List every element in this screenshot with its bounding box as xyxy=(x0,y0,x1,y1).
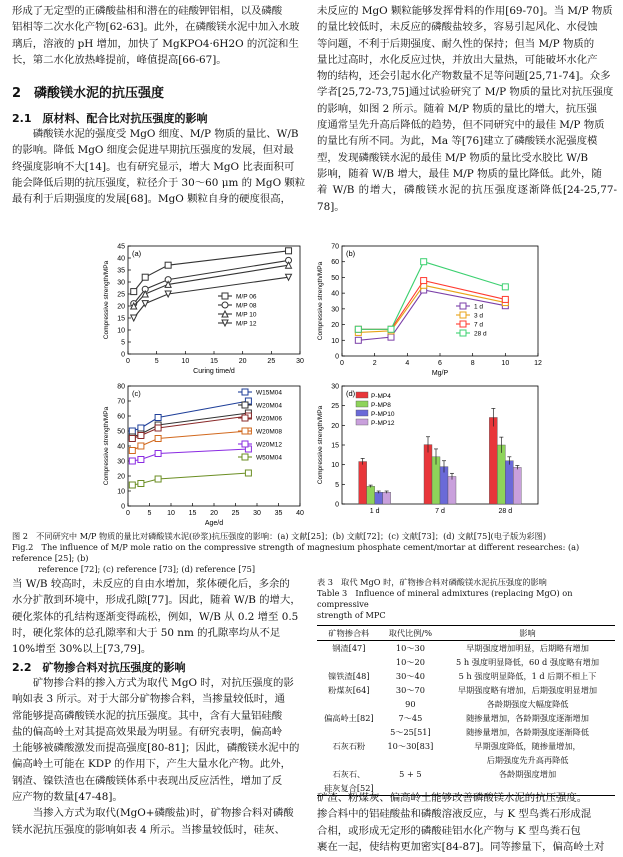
legend-swatch xyxy=(356,401,368,407)
legend-label: M/P 10 xyxy=(236,311,257,319)
data-point xyxy=(388,334,394,340)
top-right-paragraph xyxy=(317,3,617,215)
y-tick-label: 0 xyxy=(121,351,125,359)
x-axis-label: Curing time/d xyxy=(193,368,235,375)
text-line: 合相，或形成无定形的磷酸硅铝水化产物与 K 型鸟粪石包 xyxy=(317,824,581,837)
y-axis-label: Compressive strength/MPa xyxy=(317,261,324,341)
data-point xyxy=(242,402,248,408)
table-3 xyxy=(317,625,615,796)
table-cell: 早期强度增加明显，后期略有增加 xyxy=(466,642,589,653)
x-tick-label: 10 xyxy=(501,360,510,367)
table-cell: 早期强度降低，随掺量增加， xyxy=(474,740,581,751)
series-line xyxy=(134,251,289,292)
table-row xyxy=(317,641,615,656)
legend-label: W20M08 xyxy=(256,428,283,436)
section-2-2-paragraph xyxy=(12,675,308,838)
x-tick-label: 6 xyxy=(438,360,442,367)
table-cell: 石灰石粉 xyxy=(332,740,366,751)
text-line: 钢渣、镍铁渣也在磷酸镁体系中表现出反应活性，增加了反 xyxy=(12,774,283,787)
table-row xyxy=(317,767,615,781)
table-row xyxy=(317,739,615,753)
legend-label: W20M04 xyxy=(256,402,283,410)
table-cell xyxy=(317,725,381,739)
x-tick-label: 1 d xyxy=(369,508,380,515)
data-point xyxy=(138,457,144,463)
data-point xyxy=(142,274,148,280)
y-tick-label: 5 xyxy=(121,339,125,347)
table-cell xyxy=(381,753,440,767)
y-tick-label: 20 xyxy=(117,303,125,311)
y-axis-label: Compressive strength/MPa xyxy=(317,405,324,485)
table-row xyxy=(317,683,615,697)
y-tick-label: 10 xyxy=(117,327,125,335)
x-tick-label: 15 xyxy=(188,510,197,517)
text-line: 的量比较低时，未反应的磷酸盐较多，容易引起风化、水侵蚀 xyxy=(317,21,598,34)
legend-label: 1 d xyxy=(474,303,484,311)
x-tick-label: 2 xyxy=(372,360,377,367)
bar xyxy=(359,462,367,504)
data-point xyxy=(355,337,361,343)
y-tick-label: 35 xyxy=(117,267,125,275)
table-cell: 粉煤灰[64] xyxy=(328,684,370,695)
chart-panel-b xyxy=(318,230,558,378)
data-point xyxy=(242,389,248,395)
text-line: 矿物掺合料的掺入方式为取代 MgO 时，对抗压强度的影 xyxy=(32,677,294,689)
text-line: 盐的偏高岭土对其提高效果最为明显。有研究表明，偏高岭 xyxy=(12,725,283,738)
bar xyxy=(497,445,505,504)
data-point xyxy=(460,321,466,327)
legend-label: M/P 06 xyxy=(236,293,257,301)
text-line: 硬化浆体的孔结构逐渐变得疏松，例如，W/B 从 0.2 增至 0.5 xyxy=(12,610,299,623)
series-line xyxy=(358,285,505,332)
y-tick-label: 40 xyxy=(117,443,125,451)
text-line: 的量比有所不同。为此，Ma 等[76]建立了磷酸镁水泥强度模 xyxy=(317,135,598,148)
table-cell: 30～70 xyxy=(395,684,425,695)
data-point xyxy=(242,454,248,460)
data-point xyxy=(129,428,135,434)
subsection-heading: 2.1 原材料、配合比对抗压强度的影响 xyxy=(12,112,208,125)
data-point xyxy=(129,436,135,442)
bar xyxy=(505,461,513,504)
panel-label: (b) xyxy=(346,249,356,258)
chart-panel-c xyxy=(68,378,308,528)
legend-label: M/P 12 xyxy=(236,320,257,328)
legend-label: W20M06 xyxy=(256,415,283,423)
series-line xyxy=(132,401,248,431)
table-title-en: Table 3 Influence of mineral admixtures (replacing MgO) on compressive xyxy=(317,588,573,609)
text-line: 时，硬化浆体的总孔隙率和大于 50 nm 的孔隙率均从不足 xyxy=(12,626,281,639)
bar xyxy=(513,467,521,504)
text-line: 水分扩散到环境中，形成孔隙[77]。因此，随着 W/B 的增大， xyxy=(12,594,301,607)
table-cell: 7～45 xyxy=(398,712,423,723)
series-line xyxy=(358,262,505,330)
x-tick-label: 10 xyxy=(167,510,175,517)
x-tick-label: 0 xyxy=(340,360,344,367)
y-tick-label: 20 xyxy=(331,322,339,330)
data-point xyxy=(165,262,171,268)
text-line: 当掺入方式为取代(MgO+磷酸盐)时，矿物掺合料对磷酸 xyxy=(32,807,294,820)
data-point xyxy=(242,415,248,421)
data-point xyxy=(155,415,161,421)
table-cell: 30～40 xyxy=(395,670,425,681)
data-point xyxy=(131,315,137,321)
table-cell: 随掺量增加，各龄期强度逐渐增加 xyxy=(466,712,589,723)
x-tick-label: 8 xyxy=(470,360,475,367)
x-axis-label: Mg/P xyxy=(431,370,449,377)
table-header: 影响 xyxy=(440,626,615,641)
x-tick-label: 12 xyxy=(534,360,542,367)
text-line: 璃后，溶液的 pH 增加，加快了 MgKPO4·6H2O 的沉淀和生 xyxy=(12,37,299,50)
x-tick-label: 5 xyxy=(147,510,152,517)
legend-swatch xyxy=(356,419,368,425)
text-line: 度通常呈先升高后降低的趋势，但不同研究中的最佳 M/P 物质 xyxy=(317,119,605,132)
text-line: 常能够提高磷酸镁水泥的抗压强度。其中，含有大量铝硅酸 xyxy=(12,709,283,722)
x-tick-label: 0 xyxy=(126,358,130,365)
bar xyxy=(424,445,432,504)
x-tick-label: 30 xyxy=(296,358,304,365)
table-row xyxy=(317,711,615,725)
table-row xyxy=(317,725,615,739)
data-point xyxy=(242,441,248,447)
y-tick-label: 80 xyxy=(117,383,125,391)
data-point xyxy=(421,278,427,284)
x-tick-label: 35 xyxy=(274,510,283,517)
y-tick-label: 10 xyxy=(117,488,125,496)
table-cell: 5～25[51] xyxy=(390,726,431,737)
bar xyxy=(448,476,456,504)
text-line: 着 W/B 的增大，磷酸镁水泥的抗压强度逐渐降低[24-25,77-78]。 xyxy=(317,184,617,213)
subsection-heading: 2.2 矿物掺合料对抗压强度的影响 xyxy=(12,661,186,674)
table-cell: 10～30[83] xyxy=(387,740,434,751)
legend-label: W50M04 xyxy=(256,454,283,462)
series-line xyxy=(134,277,289,318)
data-point xyxy=(155,436,161,442)
data-point xyxy=(388,326,394,332)
caption-cn: 图 2 不同研究中 M/P 物质的量比对磷酸镁水泥(砂浆)抗压强度的影响：(a) 文献[25]；(b) 文献[72]；(c) 文献[73]；(d) 文献[75](电子版为彩图) xyxy=(12,531,547,541)
data-point xyxy=(222,302,228,308)
y-tick-label: 30 xyxy=(331,383,339,391)
data-point xyxy=(138,481,144,487)
data-point xyxy=(155,451,161,457)
data-point xyxy=(460,303,466,309)
y-tick-label: 20 xyxy=(331,422,339,430)
bar xyxy=(367,486,375,504)
y-tick-label: 50 xyxy=(117,428,125,436)
x-tick-label: 0 xyxy=(126,510,130,517)
legend-label: 3 d xyxy=(474,312,484,320)
table-cell xyxy=(317,697,381,711)
text-line: 响如表 3 所示。对于大部分矿物掺合料，当掺量较低时，通 xyxy=(12,693,285,706)
table-cell: 后期强度先升高再降低 xyxy=(486,754,569,765)
table-row xyxy=(317,753,615,767)
legend-label: W20M12 xyxy=(256,441,283,449)
series-line xyxy=(132,431,248,451)
legend-label: M/P 08 xyxy=(236,302,257,310)
table-cell: 钢渣[47] xyxy=(332,642,366,653)
bar xyxy=(383,492,391,504)
caption-en: reference [72]; (c) reference [73]; (d) reference [75] xyxy=(38,564,256,574)
table-cell: 5 + 5 xyxy=(399,769,422,779)
text-line: 物的结构，还会引起水化产物数量不足等问题[25,71-74]。众多 xyxy=(317,70,611,83)
text-line: 铝相等二次水化产物[62-63]。此外，在磷酸镁水泥中加入水玻 xyxy=(12,21,300,34)
x-tick-label: 20 xyxy=(238,358,247,365)
table-cell: 随掺量增加，各龄期强度逐渐降低 xyxy=(466,726,589,737)
data-point xyxy=(460,312,466,318)
legend-label: P-MP8 xyxy=(371,402,391,409)
data-point xyxy=(286,248,292,254)
table-title-en: strength of MPC xyxy=(317,610,386,620)
table-row xyxy=(317,697,615,711)
table-row xyxy=(317,669,615,683)
x-tick-label: 10 xyxy=(181,358,190,365)
chart-panel-a xyxy=(68,230,308,378)
top-left-paragraph xyxy=(12,3,308,68)
table-cell: 各龄期强度大幅度降低 xyxy=(486,698,569,709)
data-point xyxy=(502,284,508,290)
text-line: 当 W/B 较高时，未反应的自由水增加，浆体硬化后，多余的 xyxy=(12,578,290,590)
y-tick-label: 0 xyxy=(335,501,339,509)
text-line: 能会降低后期的抗压强度，粒径介于 30～60 μm 的 MgO 颗粒 xyxy=(12,176,306,189)
data-point xyxy=(129,448,135,454)
legend-label: P-MP10 xyxy=(371,411,395,418)
text-line: 量比过高时，水化反应过快，并放出大量热，可能破坏水化产 xyxy=(317,53,598,66)
x-tick-label: 40 xyxy=(296,510,304,517)
data-point xyxy=(502,296,508,302)
bar xyxy=(375,492,383,504)
data-point xyxy=(129,482,135,488)
data-point xyxy=(129,458,135,464)
table-title xyxy=(317,577,617,621)
table-cell: 偏高岭土[82] xyxy=(324,712,374,723)
y-tick-label: 0 xyxy=(121,503,125,511)
panel-label: (c) xyxy=(132,389,141,398)
x-tick-label: 20 xyxy=(210,510,218,517)
panel-label: (d) xyxy=(346,389,356,398)
table-cell: 硅灰复合[52] xyxy=(317,781,381,796)
data-point xyxy=(245,470,251,476)
legend-swatch xyxy=(356,410,368,416)
data-point xyxy=(138,443,144,449)
x-tick-label: 25 xyxy=(231,510,240,517)
y-tick-label: 60 xyxy=(331,259,339,267)
table-3-block xyxy=(317,577,617,796)
y-tick-label: 30 xyxy=(331,306,339,314)
series-line xyxy=(132,413,248,437)
table-cell xyxy=(317,753,381,767)
y-axis-label: Compressive strength/MPa xyxy=(103,406,110,486)
section-heading: 2 磷酸镁水泥的抗压强度 xyxy=(12,86,165,101)
x-tick-label: 4 xyxy=(405,360,410,367)
legend-label: 7 d xyxy=(474,321,484,329)
y-tick-label: 5 xyxy=(335,481,339,489)
table-cell: 90 xyxy=(405,699,416,709)
series-line xyxy=(358,281,505,330)
y-tick-label: 45 xyxy=(117,243,125,251)
y-tick-label: 15 xyxy=(331,442,339,450)
data-point xyxy=(242,428,248,434)
legend-label: P-MP4 xyxy=(371,393,391,400)
section-2-1-paragraph xyxy=(12,126,308,207)
x-tick-label: 25 xyxy=(267,358,276,365)
y-tick-label: 25 xyxy=(331,403,339,411)
table-header: 矿物掺合料 xyxy=(317,626,381,641)
text-line: 等问题，不利于后期强度、耐久性的保持；但当 M/P 物质的 xyxy=(317,37,595,50)
table-cell: 镍铁渣[48] xyxy=(328,670,370,681)
legend-label: W15M04 xyxy=(256,389,283,397)
text-line: 镁水泥抗压强度的影响如表 4 所示。当掺量较低时，硅灰、 xyxy=(12,823,285,836)
y-tick-label: 40 xyxy=(331,290,339,298)
y-tick-label: 30 xyxy=(117,458,125,466)
data-point xyxy=(138,425,144,431)
y-tick-label: 50 xyxy=(331,274,339,282)
y-tick-label: 40 xyxy=(117,255,125,263)
text-line: 10%增至 30%以上[73,79]。 xyxy=(12,643,152,656)
text-line: 学者[25,72-73,75]通过试验研究了 M/P 物质的量比对抗压强度 xyxy=(317,86,614,99)
data-point xyxy=(355,326,361,332)
text-line: 磷酸镁水泥的强度受 MgO 细度、M/P 物质的量比、W/B xyxy=(32,128,299,140)
x-axis-label: Age/d xyxy=(204,520,224,527)
figure-caption xyxy=(12,531,614,575)
series-line xyxy=(132,449,248,461)
y-tick-label: 20 xyxy=(117,473,125,481)
y-axis-label: Compressive strength/MPa xyxy=(103,260,110,340)
x-tick-label: 5 xyxy=(154,358,159,365)
y-tick-label: 25 xyxy=(117,291,125,299)
bar xyxy=(489,417,497,504)
text-line: 形成了无定型的正磷酸盐相和潜在的硅酸钾铝相，以及磷酸 xyxy=(12,5,283,17)
text-line: 偏高岭土可能在 KDP 的作用下，产生大量水化产物。此外， xyxy=(12,758,292,771)
table-cell xyxy=(317,655,381,669)
table-title-cn: 表 3 取代 MgO 时，矿物掺合料对磷酸镁水泥抗压强度的影响 xyxy=(317,577,547,587)
text-line: 裹在一起，使结构更加密实[84-87]。同等掺量下，偏高岭土对 xyxy=(317,840,605,853)
data-point xyxy=(421,259,427,265)
table-cell: 石灰石、 xyxy=(332,768,366,779)
data-point xyxy=(460,330,466,336)
x-tick-label: 28 d xyxy=(498,508,513,515)
table-cell: 5 h 强度明显降低，60 d 强度略有增加 xyxy=(456,656,600,667)
y-tick-label: 30 xyxy=(117,279,125,287)
caption-en: Fig.2 The influence of M/P mole ratio on the compressive strength of magnesium phosphate cement/mortar at different researches: (a) reference [25]; (b) xyxy=(12,542,580,563)
text-line: 应产物的数量[47-48]。 xyxy=(12,791,123,804)
data-point xyxy=(155,476,161,482)
table-cell: 5 h 强度明显降低，1 d 后期不相上下 xyxy=(458,670,597,681)
panel-label: (a) xyxy=(132,249,142,258)
y-tick-label: 70 xyxy=(117,398,125,406)
legend-swatch xyxy=(356,392,368,398)
data-point xyxy=(222,293,228,299)
data-point xyxy=(155,425,161,431)
text-line: 最有利于后期强度的发展[68]。MgO 颗粒自身的硬度很高， xyxy=(12,193,292,206)
y-tick-label: 70 xyxy=(331,243,339,251)
text-line: 型，发现磷酸镁水泥的最佳 M/P 物质的量比受水胶比 W/B xyxy=(317,151,589,164)
y-tick-label: 0 xyxy=(335,353,339,361)
text-line: 终强度影响不大[14]。也有研究显示，增大 MgO 比表面积可 xyxy=(12,160,295,173)
table-cell: 10～30 xyxy=(395,642,425,653)
text-line: 影响，随着 W/B 增大，最佳 M/P 物质的量比降低。此外，随 xyxy=(317,167,602,180)
text-line: 的影响。降低 MgO 细度会促进早期抗压强度的发展，但对最 xyxy=(12,144,294,157)
table-cell: 早期强度略有增加，后期强度明显增加 xyxy=(457,684,598,695)
data-point xyxy=(131,289,137,295)
text-line: 长，第二水化放热峰提前，峰值提高[66-67]。 xyxy=(12,53,227,66)
x-tick-label: 15 xyxy=(210,358,218,365)
x-tick-label: 7 d xyxy=(435,508,445,515)
legend-label: 28 d xyxy=(474,330,487,338)
table-header: 取代比例/% xyxy=(381,626,440,641)
table-row xyxy=(317,655,615,669)
series-line xyxy=(132,416,248,439)
table-cell: 各龄期强度增加 xyxy=(498,768,557,779)
text-line: 未反应的 MgO 颗粒能够发挥骨料的作用[69-70]。当 M/P 物质 xyxy=(317,5,613,17)
text-line: 矿渣、粉煤灰、偏高岭土能够改善磷酸镁水泥的抗压强度。 xyxy=(317,792,588,804)
y-tick-label: 10 xyxy=(331,462,339,470)
bottom-left-paragraph xyxy=(12,576,308,657)
text-line: 掺合料中的铝硅酸盐和磷酸溶液反应，与 K 型鸟粪石形成混 xyxy=(317,808,592,821)
bottom-right-paragraph xyxy=(317,790,617,855)
text-line: 的影响，如图 2 所示。随着 M/P 物质的量比的增大，抗压强 xyxy=(317,102,597,115)
series-line xyxy=(132,473,248,485)
series-line xyxy=(134,260,289,303)
y-tick-label: 60 xyxy=(117,413,125,421)
text-line: 土能够被磷酸激发而提高强度[80-81]；因此，磷酸镁水泥中的 xyxy=(12,742,300,755)
chart-panel-d xyxy=(318,378,558,528)
legend-label: P-MP12 xyxy=(371,420,395,427)
x-tick-label: 30 xyxy=(253,510,261,517)
y-tick-label: 15 xyxy=(117,315,125,323)
table-cell: 10～20 xyxy=(395,656,425,667)
y-tick-label: 10 xyxy=(331,337,339,345)
data-point xyxy=(138,433,144,439)
